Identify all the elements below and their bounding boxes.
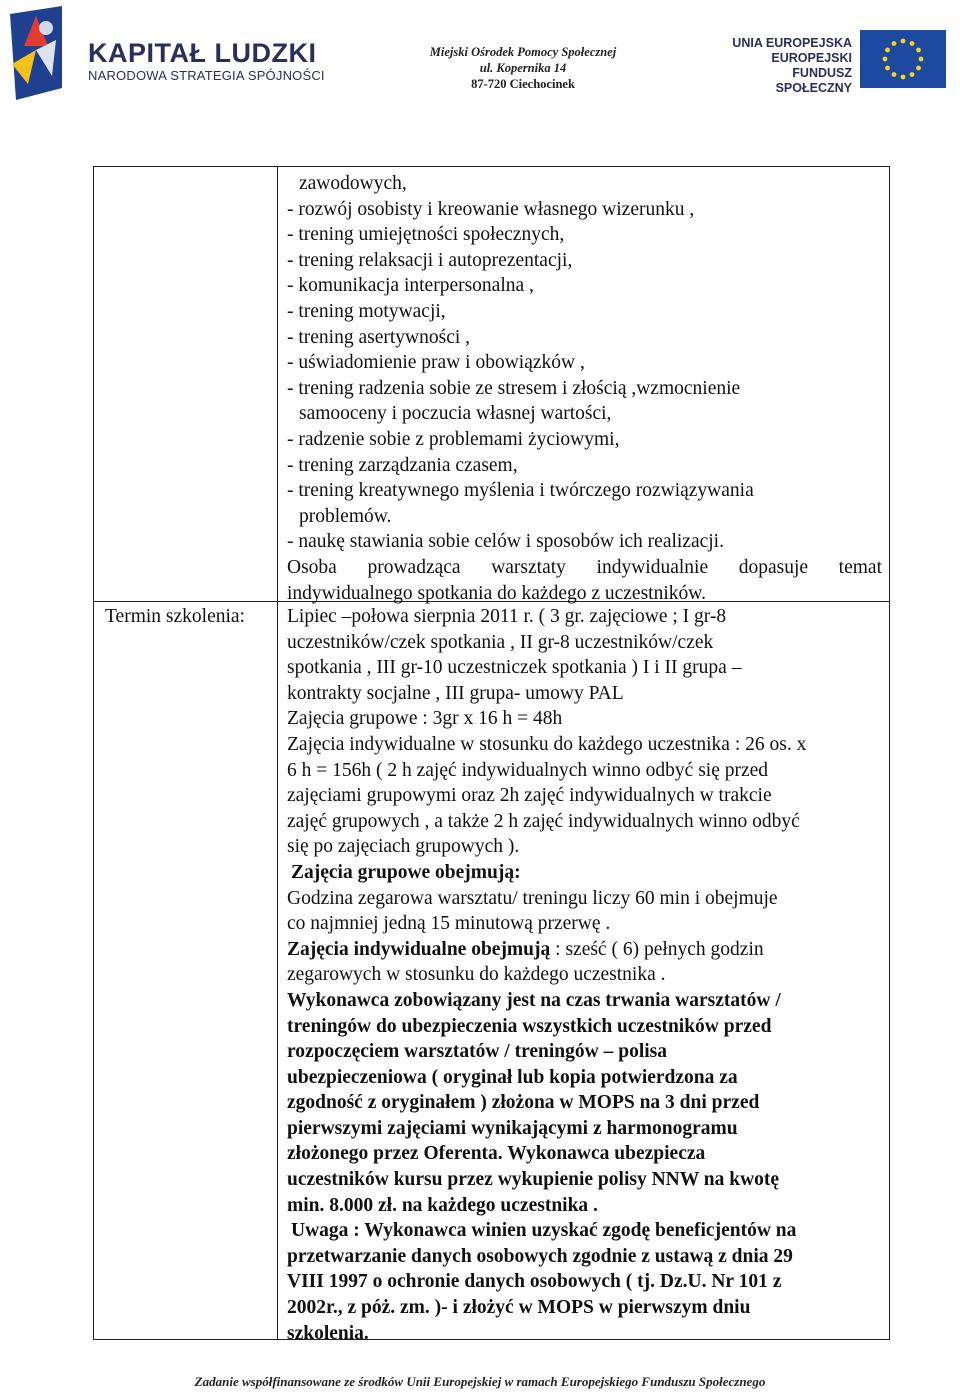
list-item: - komunikacja interpersonalna , <box>287 275 534 297</box>
text-line: spotkania , III gr-10 uczestniczek spotkania ) I i II grupa – <box>287 657 742 679</box>
kapital-ludzki-subtitle: NARODOWA STRATEGIA SPÓJNOŚCI <box>88 68 325 83</box>
list-item: - trening asertywności , <box>287 326 471 348</box>
list-item: - trening radzenia sobie ze stresem i złością ,wzmocnienie <box>287 377 741 399</box>
eu-line-2: EUROPEJSKI <box>771 51 852 65</box>
indiv-text: : sześć ( 6) pełnych godzin <box>550 938 764 960</box>
list-item: - trening motywacji, <box>287 300 446 322</box>
column-divider <box>277 167 278 1339</box>
group-heading: Zajęcia grupowe obejmują: <box>291 861 521 883</box>
list-item: - uświadomienie praw i obowiązków , <box>287 352 585 374</box>
row2-content <box>287 604 882 1346</box>
eu-label <box>728 36 852 96</box>
bold-line: min. 8.000 zł. na każdego uczestnika . <box>287 1194 598 1216</box>
indiv-heading: Zajęcia indywidualne obejmują <box>287 938 551 960</box>
list-item: - trening zarządzania czasem, <box>287 454 518 476</box>
text-line: Lipiec –połowa sierpnia 2011 r. ( 3 gr. zajęciowe ; I gr-8 <box>287 606 727 627</box>
text-line: Osoba prowadząca warsztaty indywidualnie dopasuje temat <box>287 556 882 578</box>
bold-line: szkolenia. <box>287 1322 369 1344</box>
page-header <box>0 0 960 110</box>
row1-content <box>287 171 882 606</box>
text-line: uczestników/czek spotkania , II gr-8 uczestników/czek <box>287 631 714 653</box>
text-line: Zajęcia grupowe : 3gr x 16 h = 48h <box>287 708 563 730</box>
bold-line: rozpoczęciem warsztatów / treningów – polisa <box>287 1041 667 1063</box>
eu-line-3: FUNDUSZ SPOŁECZNY <box>775 66 852 95</box>
text-line: kontrakty socjalne , III grupa- umowy PAL <box>287 682 624 704</box>
list-item: - trening kreatywnego myślenia i twórczego rozwiązywania <box>287 480 754 502</box>
list-item: - rozwój osobisty i kreowanie własnego wizerunku , <box>287 198 695 220</box>
organization-address <box>408 44 638 92</box>
bold-line: uczestników kursu przez wykupienie polisy NNW na kwotę <box>287 1169 780 1191</box>
page-footer: Zadanie współfinansowane ze środków Unii Europejskiej w ramach Europejskiego Funduszu Społecznego <box>194 1374 766 1389</box>
text-line: 6 h = 156h ( 2 h zajęć indywidualnych winno odbyć się przed <box>287 759 769 781</box>
bold-line: pierwszymi zajęciami wynikającymi z harmonogramu <box>287 1117 738 1139</box>
text-line: zawodowych, <box>299 173 407 194</box>
org-city: 87-720 Ciechocinek <box>471 77 575 91</box>
kapital-ludzki-title: KAPITAŁ LUDZKI <box>88 38 317 68</box>
text-line: problemów. <box>299 505 392 527</box>
text-line: się po zajęciach grupowych ). <box>287 836 520 858</box>
text-line: zajęć grupowych , a także 2 h zajęć indywidualnych winno odbyć <box>287 810 800 832</box>
text-line: zegarowych w stosunku do każdego uczestnika . <box>287 964 666 986</box>
bold-line: treningów do ubezpieczenia wszystkich uczestników przed <box>287 1015 772 1037</box>
bold-line: VIII 1997 o ochronie danych osobowych ( tj. Dz.U. Nr 101 z <box>287 1271 782 1293</box>
content-table <box>93 166 890 1344</box>
bold-line: Wykonawca zobowiązany jest na czas trwania warsztatów / <box>287 989 781 1011</box>
bold-line: 2002r., z póż. zm. )- i złożyć w MOPS w pierwszym dniu <box>287 1297 751 1319</box>
list-item: - naukę stawiania sobie celów i sposobów ich realizacji. <box>287 531 724 553</box>
bold-line: Uwaga : Wykonawca winien uzyskać zgodę beneficjentów na <box>291 1220 797 1242</box>
list-item: - radzenie sobie z problemami życiowymi, <box>287 428 620 450</box>
eu-flag-icon <box>860 30 946 88</box>
org-name: Miejski Ośrodek Pomocy Społecznej <box>429 45 617 59</box>
eu-line-1: UNIA EUROPEJSKA <box>732 36 852 50</box>
text-line: Zajęcia indywidualne w stosunku do każdego uczestnika : 26 os. x <box>287 733 807 755</box>
list-item: - trening umiejętności społecznych, <box>287 224 565 246</box>
text-line: indywidualnego spotkania do każdego z uczestników. <box>287 582 706 604</box>
bold-line: ubezpieczeniowa ( oryginał lub kopia potwierdzona za <box>287 1066 738 1088</box>
org-street: ul. Kopernika 14 <box>479 61 567 75</box>
term-label: Termin szkolenia: <box>105 606 245 627</box>
bold-line: przetwarzanie danych osobowych zgodnie z ustawą z dnia 29 <box>287 1245 793 1267</box>
text-line: zajęciami grupowymi oraz 2h zajęć indywidualnych w trakcie <box>287 785 772 807</box>
bold-line: zgodność z oryginałem ) złożona w MOPS na 3 dni przed <box>287 1092 760 1114</box>
kapital-ludzki-logo-icon <box>6 6 66 100</box>
text-line: co najmniej jedną 15 minutową przerwę . <box>287 913 611 935</box>
text-line: samooceny i poczucia własnej wartości, <box>299 403 612 425</box>
bold-line: złożonego przez Oferenta. Wykonawca ubezpiecza <box>287 1143 706 1165</box>
indiv-line <box>287 937 882 963</box>
list-item: - trening relaksacji i autoprezentacji, <box>287 249 573 271</box>
text-line: Godzina zegarowa warsztatu/ treningu liczy 60 min i obejmuje <box>287 887 778 909</box>
